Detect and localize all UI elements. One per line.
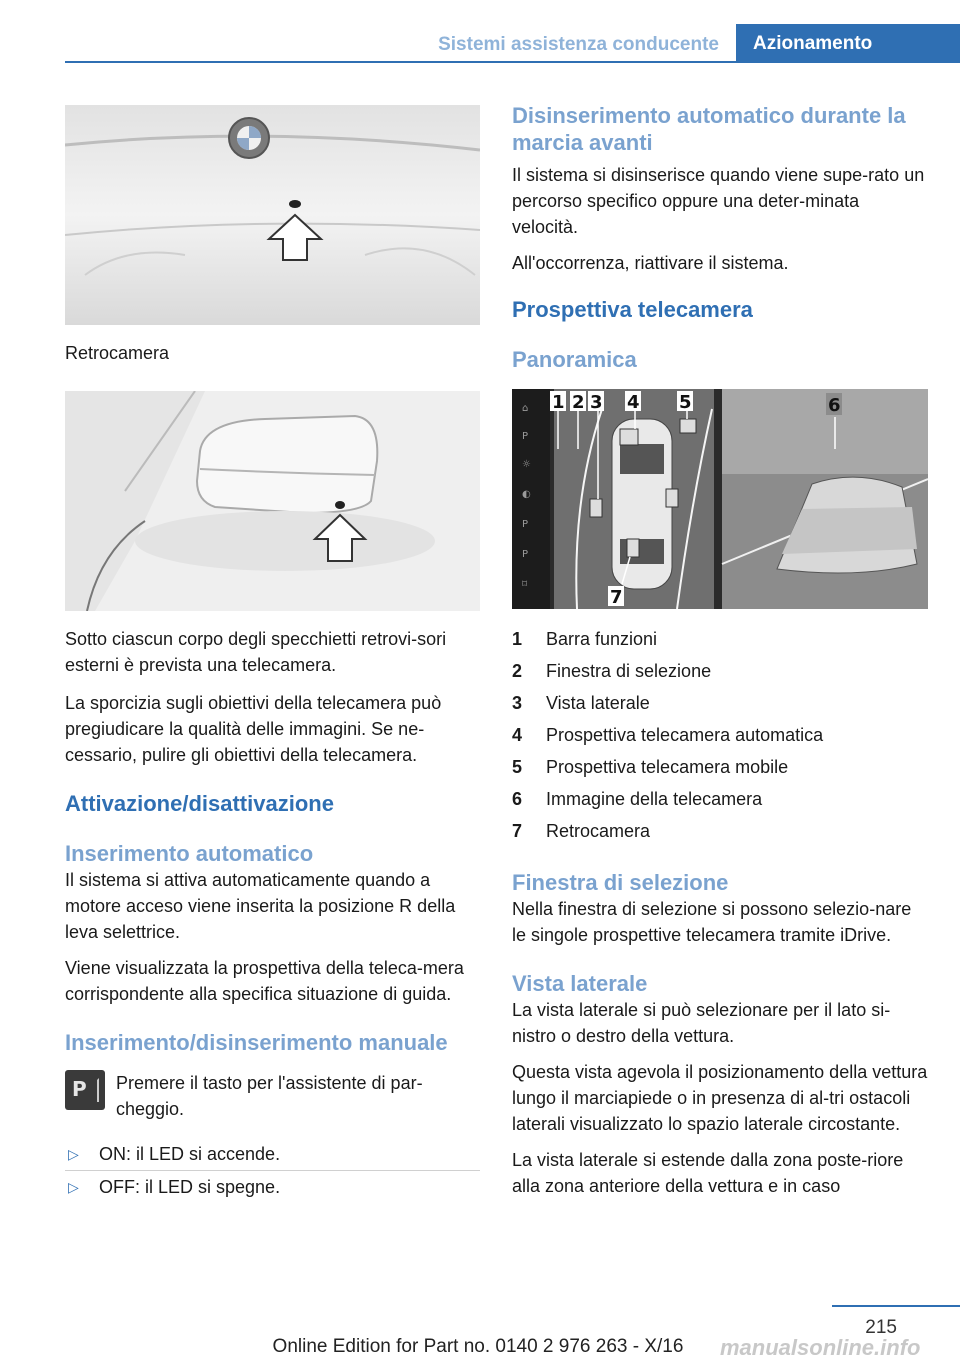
screen-label-7: 7 (610, 587, 623, 608)
perspective-display-text: Viene visualizzata la prospettiva della teleca-mera corrispondente alla specifica situazione di guida. (65, 958, 464, 1004)
parking-button-text: Premere il tasto per l'assistente di par-cheggio. (116, 1073, 423, 1119)
list-item: 6 Immagine della telecamera (512, 789, 763, 809)
parking-assistant-icon: P (65, 1070, 105, 1110)
screen-label-2: 2 (572, 392, 585, 413)
left-column (65, 105, 480, 1203)
heading-manual-activation: Inserimento/disinserimento manuale (65, 1030, 448, 1055)
side-view-benefit-text: Questa vista agevola il posizionamento della vettura lungo il marciapiede o in presenza di al-tri ostacoli laterali visualizzato lo spazio laterale circostante. (512, 1062, 928, 1134)
rear-camera-image (65, 105, 480, 325)
footer-rule (832, 1305, 960, 1307)
overview-legend (512, 623, 928, 847)
edition-note: Online Edition for Part no. 0140 2 976 263 - X/16 (272, 1336, 684, 1357)
svg-text:P: P (522, 549, 529, 560)
heading-auto-disable: Disinserimento automatico durante la marcia avanti (512, 103, 906, 155)
right-column (512, 102, 928, 1209)
list-item: 2 Finestra di selezione (512, 661, 712, 681)
mirror-camera-text: Sotto ciascun corpo degli specchietti retrovi-sori esterni è prevista una telecamera. (65, 629, 447, 675)
svg-text:◐: ◐ (522, 489, 531, 500)
heading-auto-activation: Inserimento automatico (65, 841, 314, 866)
screen-label-6: 6 (828, 395, 841, 416)
auto-disable-text: Il sistema si disinserisce quando viene supe-rato un percorso specifico oppure una deter-minata velocità. (512, 165, 925, 237)
page-number: 215 (865, 1317, 897, 1338)
auto-activation-text: Il sistema si attiva automaticamente quando a motore acceso viene inserita la posizione R della leva selettrice. (65, 870, 456, 942)
reactivate-text: All'occorrenza, riattivare il sistema. (512, 253, 789, 273)
list-item: 5 Prospettiva telecamera mobile (512, 757, 789, 777)
screen-label-4: 4 (627, 392, 640, 413)
svg-text:⌑: ⌑ (522, 579, 528, 590)
watermark: manualsonline.info (720, 1335, 921, 1360)
bullet-item: ▷ ON: il LED si accende. (65, 1138, 480, 1171)
side-view-text: La vista laterale si può selezionare per il lato si-nistro o destro della vettura. (512, 1000, 891, 1046)
screen-label-1: 1 (552, 392, 565, 413)
screen-label-3: 3 (590, 392, 603, 413)
list-item: 4 Prospettiva telecamera automatica (512, 725, 824, 745)
svg-text:⌂: ⌂ (522, 403, 529, 414)
heading-side-view: Vista laterale (512, 971, 648, 996)
mirror-camera-image (65, 391, 480, 611)
heading-camera-perspective: Prospettiva telecamera (512, 297, 753, 322)
side-view-range-text: La vista laterale si estende dalla zona poste-riore alla zona anteriore della vettura e in caso (512, 1150, 904, 1196)
header-chapter-tab: Azionamento (736, 24, 960, 63)
selection-window-text: Nella finestra di selezione si possono selezio-nare le singole prospettive telecamera tramite iDrive. (512, 899, 912, 945)
header-section-title: Sistemi assistenza conducente (438, 34, 719, 55)
heading-activation: Attivazione/disattivazione (65, 791, 334, 816)
dirt-warning-text: La sporcizia sugli obiettivi della telecamera può pregiudicare la qualità delle immagini. Se ne-cessario, pulire gli obiettivi della telecamera. (65, 693, 442, 765)
header-rule (65, 61, 960, 63)
heading-overview: Panoramica (512, 347, 637, 372)
screen-label-5: 5 (679, 392, 692, 413)
bullet-item: ▷ OFF: il LED si spegne. (68, 1177, 281, 1197)
heading-selection-window: Finestra di selezione (512, 870, 729, 895)
svg-text:P: P (522, 431, 529, 442)
camera-screen-image (512, 389, 928, 609)
fig1-caption: Retrocamera (65, 343, 170, 363)
svg-text:☼: ☼ (522, 459, 531, 470)
led-bullet-list (65, 1138, 480, 1203)
list-item: 7 Retrocamera (512, 821, 651, 841)
list-item: 3 Vista laterale (512, 693, 650, 713)
list-item: 1 Barra funzioni (512, 629, 658, 649)
parking-button-instruction (65, 1070, 480, 1122)
svg-text:P: P (522, 519, 529, 530)
